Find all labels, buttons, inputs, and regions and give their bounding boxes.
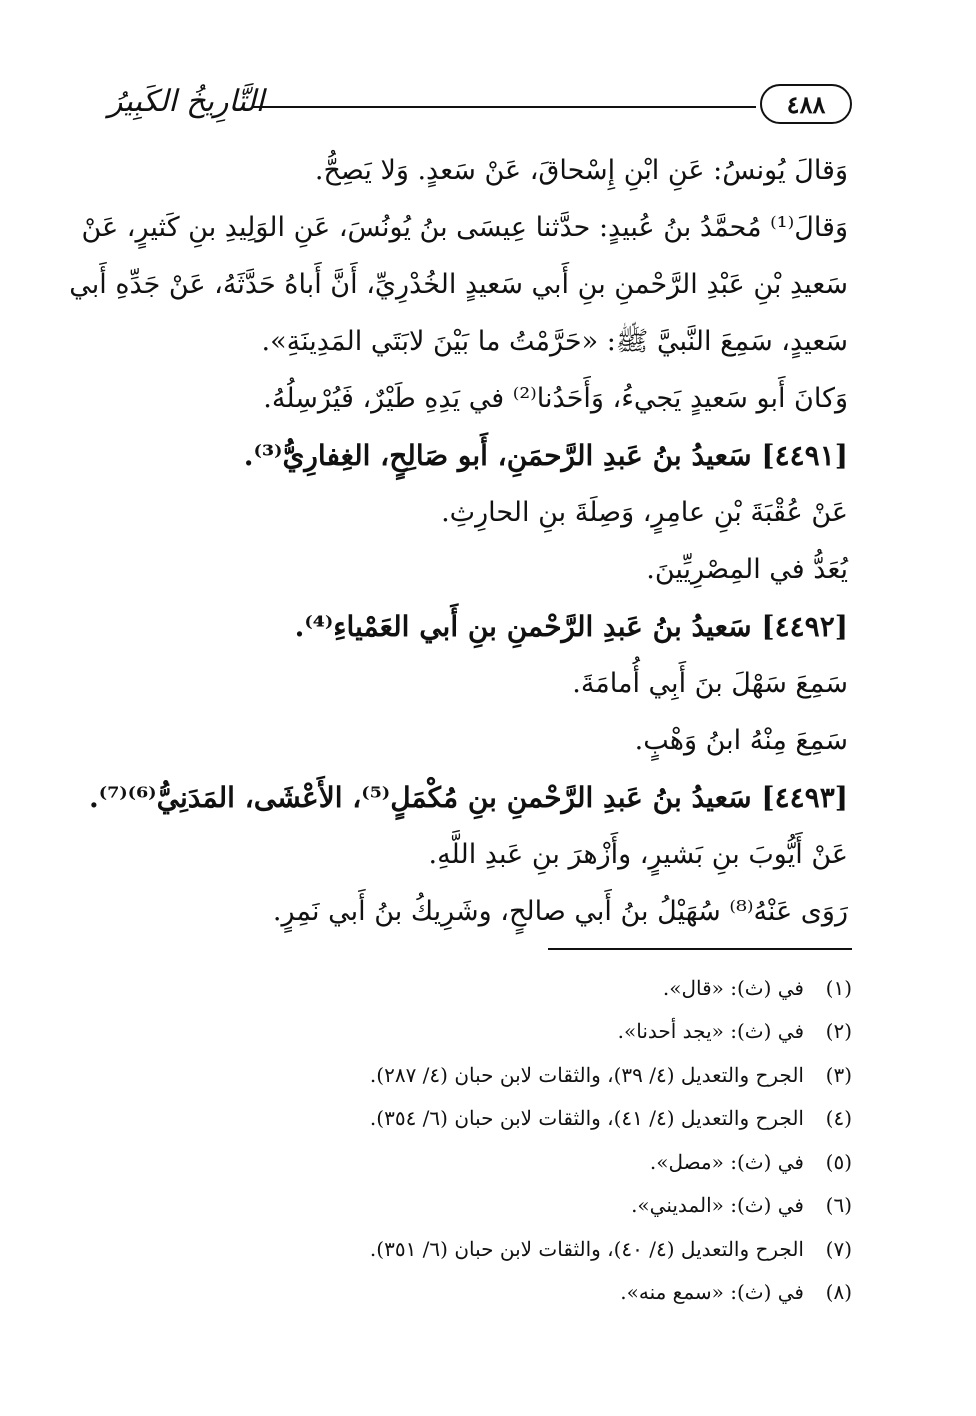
footnote-text: الجرح والتعديل (٤/ ٣٩)، والثقات لابن حبان (٤/ ٢٨٧). [369, 1062, 804, 1087]
text-line: سَمِعَ سَهْلَ بنَ أَبِي أُمامَةَ. [572, 668, 848, 699]
page-number: ٤٨٨ [760, 84, 852, 124]
footnote [160, 1271, 852, 1315]
text-line: وَقالَ يُونسُ: عَنِ ابْنِ إِسْحاقَ، عَنْ سَعدٍ. وَلا يَصِحُّ. [314, 155, 848, 186]
footnote-number: (٦) [825, 1193, 852, 1218]
footnote-text: في (ث): «مصل». [649, 1149, 804, 1174]
footnote-text: في (ث): «قال». [662, 975, 804, 1000]
footnote-text: الجرح والتعديل (٤/ ٤٠)، والثقات لابن حبان (٦/ ٣٥١). [369, 1236, 804, 1261]
footnote-number: (٣) [825, 1062, 852, 1087]
footnotes [160, 966, 852, 1314]
book-title: التَّارِيخُ الكَبِيرُ [108, 84, 265, 119]
text-line: سَمِعَ مِنْهُ ابنُ وَهْبٍ. [634, 725, 848, 756]
entry-heading: [٤٤٩٢] سَعيدُ بنُ عَبدِ الرَّحْمنِ بنِ أَبي العَمْياءِ⁽⁴⁾. [294, 610, 848, 643]
page-header [100, 82, 852, 132]
header-rule [252, 106, 756, 108]
text-line: رَوَى عَنْهُ⁽⁸⁾ سُهَيْلُ بنُ أَبي صالحٍ، وشَرِيكُ بنُ أَبي نَمِرٍ. [272, 896, 848, 927]
text-line: يُعَدُّ في المِصْرِيِّينَ. [646, 554, 848, 585]
footnote-number: (٧) [825, 1236, 852, 1261]
footnote-text: في (ث): «يجد أحدنا». [617, 1019, 804, 1044]
footnote-number: (١) [825, 975, 852, 1000]
footnote-number: (٨) [825, 1280, 852, 1305]
footnote [160, 1140, 852, 1184]
footnote [160, 1097, 852, 1141]
footnote-text: في (ث): «المديني». [631, 1193, 804, 1218]
text-line: عَنْ عُقْبَةَ بْنِ عامِرٍ، وَصِلَةَ بنِ الحارِثِ. [441, 497, 848, 528]
entry-heading: [٤٤٩٣] سَعيدُ بنُ عَبدِ الرَّحْمنِ بنِ مُكْمَلٍ⁽⁵⁾، الأَعْشَى، المَدَنِيُّ⁽⁶⁾⁽⁷⁾. [88, 781, 848, 814]
footnote-number: (٥) [825, 1149, 852, 1174]
footnote [160, 1184, 852, 1228]
footnote [160, 1227, 852, 1271]
footnote-number: (٢) [825, 1019, 852, 1044]
entry-heading: [٤٤٩١] سَعيدُ بنُ عَبدِ الرَّحمَنِ، أَبو صَالِحٍ، الغِفارِيُّ⁽³⁾. [243, 439, 848, 472]
text-line: سَعيدِ بْنِ عَبْدِ الرَّحْمنِ بنِ أَبي سَعيدٍ الخُدْرِيِّ، أَنَّ أَباهُ حَدَّثَهُ، عَنْ جَدِّهِ أَبي [69, 269, 848, 300]
footnote-text: في (ث): «سمع منه». [620, 1280, 804, 1305]
footnote-text: الجرح والتعديل (٤/ ٤١)، والثقات لابن حبان (٦/ ٣٥٤). [369, 1106, 804, 1131]
text-line: سَعيدٍ، سَمِعَ النَّبيَّ ﷺ: «حَرَّمْتُ ما بَيْنَ لابَتَي المَدِينَةِ». [261, 326, 848, 357]
footnote [160, 966, 852, 1010]
footnote [160, 1053, 852, 1097]
main-text [69, 142, 848, 940]
footnote [160, 1010, 852, 1054]
footnote-separator [548, 948, 852, 950]
text-line: عَنْ أَيُّوبَ بنِ بَشيرٍ، وأَزْهرَ بنِ عَبدِ اللَّهِ. [428, 839, 848, 870]
footnote-number: (٤) [825, 1106, 852, 1131]
text-line: وَقالَ⁽¹⁾ مُحمَّدُ بنُ عُبيدٍ: حدَّثنا عِيسَى بنُ يُونُسَ، عَنِ الوَلِيدِ بنِ كَثيرٍ، عَنْ [81, 212, 848, 243]
text-line: وَكانَ أَبو سَعيدٍ يَجيءُ، وَأَحَدُنا⁽²⁾ في يَدِهِ طَيْرٌ، فَيُرْسِلُهُ. [263, 383, 848, 414]
